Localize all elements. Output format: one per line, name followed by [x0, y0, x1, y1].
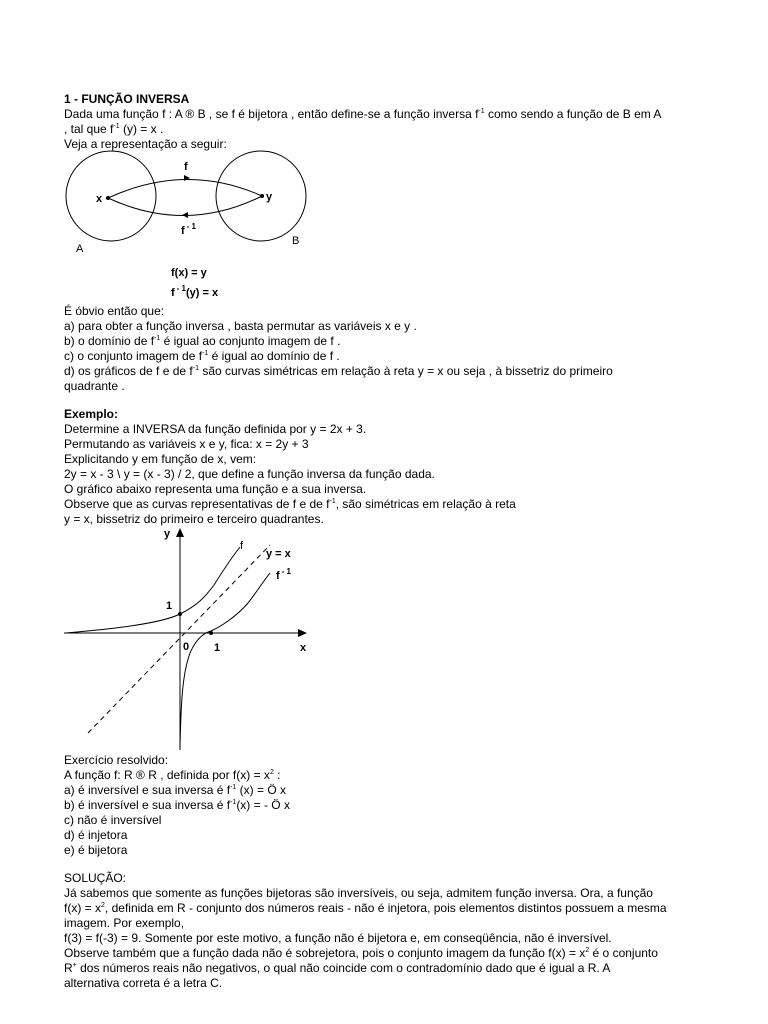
line-y-equals-x: [88, 545, 270, 733]
example-line-7: y = x, bissetriz do primeiro e terceiro quadrantes.: [64, 512, 324, 526]
tick-label-origin: 0: [183, 641, 190, 653]
intro-line-2: , tal que $f^{-1}$ (y) = x .: [64, 122, 164, 136]
example-heading: Exemplo:: [64, 407, 119, 421]
solution-line-1: Já sabemos que somente as funções bijetoras são inversíveis, ou seja, admitem função inversa. Ora, a função: [64, 886, 653, 900]
example-line-1: Determine a INVERSA da função definida por y = 2x + 3.: [64, 422, 367, 436]
equation-finv: f $^{- 1}$(y) = x: [171, 284, 219, 299]
solution-heading: SOLUÇÃO:: [64, 871, 127, 885]
curve-label-finv: f $^{- 1}$: [276, 567, 292, 582]
solution-section: [64, 871, 724, 991]
solution-line-4: f(3) = f(-3) = 9. Somente por este motivo, a função não é bijetora e, em conseqüência, não é inversível.: [64, 931, 612, 945]
exercise-question: A função f: R ® R , definida por $f(x) = x^2$ :: [64, 768, 281, 782]
point-y: [260, 194, 264, 198]
property-d: d) os gráficos de f e de $f^{-1}$ são curvas simétricas em relação à reta y = x ou seja , à bissetriz do primeiro: [64, 364, 613, 378]
solution-line-7: alternativa correta é a letra C.: [64, 976, 223, 990]
example-line-2: Permutando as variáveis x e y, fica: x = 2y + 3: [64, 437, 309, 451]
example-line-3: Explicitando y em função de x, vem:: [64, 452, 257, 466]
label-y: y: [266, 191, 273, 203]
intro-line-3: Veja a representação a seguir:: [64, 137, 227, 151]
curve-finv: [180, 573, 270, 747]
option-e: e) é bijetora: [64, 843, 128, 857]
solution-line-2: $f(x) = x^2$, definida em R - conjunto dos números reais - não é injetora, pois elementos distintos possuem a mesma: [64, 901, 667, 915]
label-finv: f $^{- 1}$: [181, 222, 197, 237]
option-b: b) é inversível e sua inversa é $f^{-1}(x)$ = - Ö x: [64, 798, 290, 812]
option-a: a) é inversível e sua inversa é $f^{-1}$ (x) = Ö x: [64, 783, 286, 797]
property-d-cont: quadrante .: [64, 379, 125, 393]
page-title: 1 - FUNÇÃO INVERSA: [64, 92, 190, 106]
solution-line-6: R+ dos números reais não negativos, o qual não coincide com o contradomínio dado que é igual a R. A: [64, 961, 611, 975]
solution-line-3: imagem. Por exemplo,: [64, 916, 185, 930]
finv-arrowhead: [182, 212, 188, 218]
curve-f: [66, 547, 240, 633]
curve-label-f: f: [240, 540, 244, 552]
properties-section: [64, 304, 724, 394]
equation-f: f(x) = y: [171, 267, 207, 279]
example-line-4: 2y = x - 3 \ y = (x - 3) / 2, que define a função inversa da função dada.: [64, 467, 435, 481]
label-x: x: [96, 193, 103, 205]
x-axis-arrowhead: [298, 629, 307, 637]
property-c: c) o conjunto imagem de $f^{-1}$ é igual ao domínio de f .: [64, 349, 340, 363]
property-b: b) o domínio de $f^{-1}$ é igual ao conjunto imagem de f .: [64, 334, 341, 348]
exercise-heading: Exercício resolvido:: [64, 753, 169, 767]
solution-line-5: Observe também que a função dada não é sobrejetora, pois o conjunto imagem da função $f(x) = x^2$ é o conjunto: [64, 946, 658, 960]
example-line-5: O gráfico abaixo representa uma função e a sua inversa.: [64, 482, 367, 496]
y-axis-arrowhead: [176, 528, 184, 537]
intro-section: [64, 92, 724, 152]
intro-line-1: Dada uma função f : A ® B , se f é bijetora , então define-se a função inversa $f^{-1}$ como sendo a função de B em A: [64, 107, 662, 121]
f-arrowhead: [184, 175, 190, 181]
axis-label-y: y: [164, 528, 171, 540]
example-section: [64, 407, 724, 527]
option-d: d) é injetora: [64, 828, 128, 842]
exercise-section: [64, 753, 724, 858]
label-f: f: [184, 161, 188, 173]
axis-label-x: x: [300, 642, 307, 654]
point-1-0: [209, 631, 213, 635]
label-set-a: A: [76, 243, 84, 255]
tick-label-x-1: 1: [214, 642, 221, 654]
label-set-b: B: [292, 235, 300, 247]
point-0-1: [178, 612, 182, 616]
set-a-circle: [66, 151, 156, 241]
property-a: a) para obter a função inversa , basta permutar as variáveis x e y .: [64, 319, 417, 333]
point-x: [106, 196, 110, 200]
set-mapping-diagram: [0, 148, 768, 308]
f-arrow-curve: [108, 179, 262, 198]
option-c: c) não é inversível: [64, 813, 162, 827]
finv-arrow-curve: [108, 196, 262, 216]
curve-label-yx: y = x: [266, 548, 291, 560]
tick-label-y-1: 1: [166, 600, 173, 612]
inverse-function-graph: [0, 525, 768, 755]
properties-heading: É óbvio então que:: [64, 304, 165, 318]
example-line-6: Observe que as curvas representativas de f e de $f^{-1}$, são simétricas em relação à reta: [64, 497, 516, 511]
